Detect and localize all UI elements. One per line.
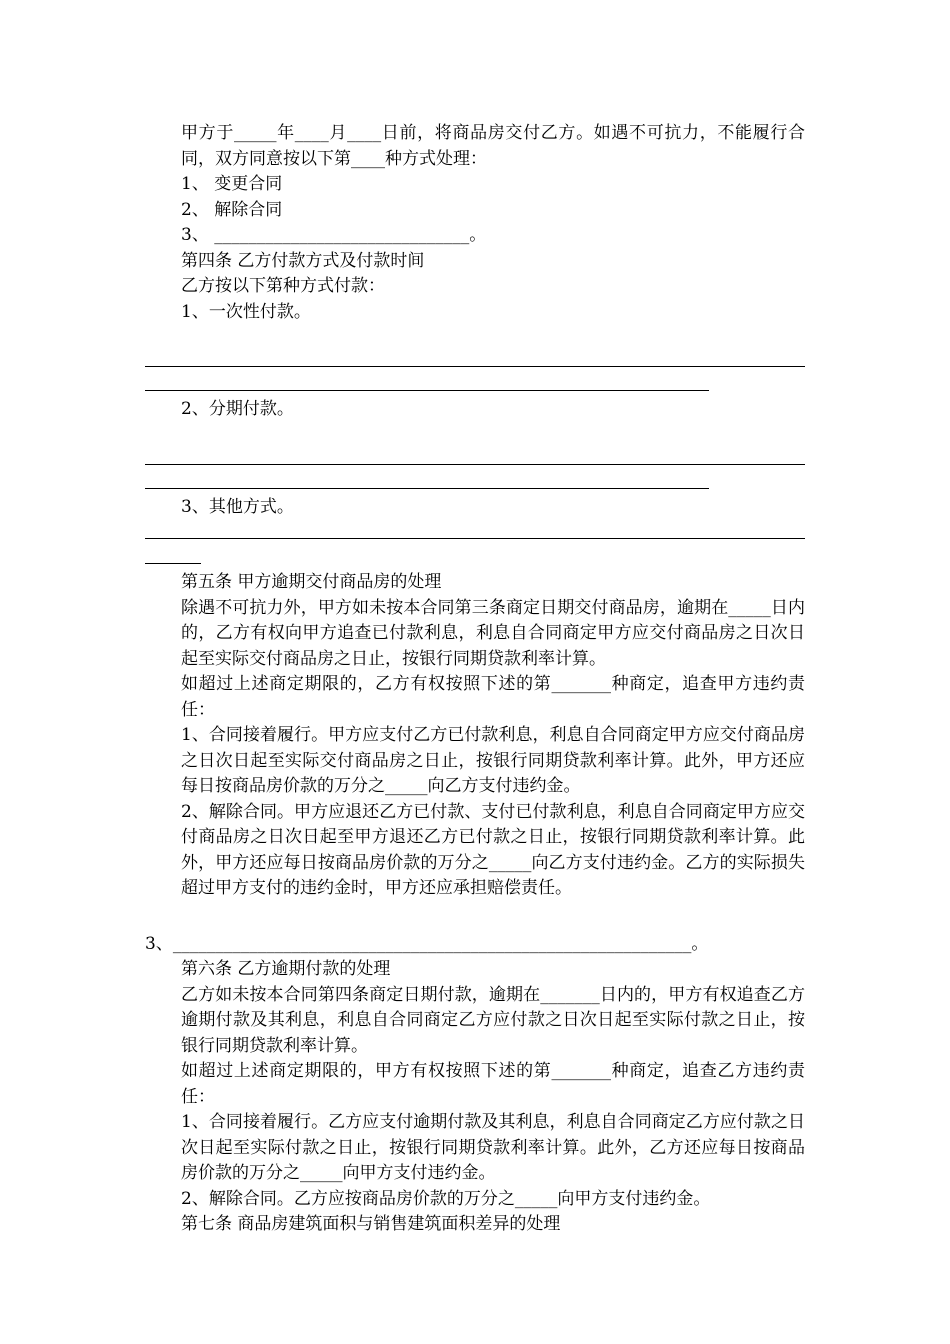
article-6-paragraph-1: 乙方如未按本合同第四条商定日期付款，逾期在_______日内的，甲方有权追查乙方逾期付款及其利息，利息自合同商定乙方应付款之日次日起至实际付款之日止，按银行同期贷款利率计算。 [181,984,805,1056]
article-6-option-2: 2、解除合同。乙方应按商品房价款的万分之_____向甲方支付违约金。 [181,1188,711,1209]
article-5-paragraph-2: 如超过上述商定期限的，乙方有权按照下述的第_______种商定，追查甲方违约责任： [181,674,805,720]
spacer [145,325,805,351]
fill-in-line [145,390,709,391]
option-terminate-contract: 2、 解除合同 [181,199,283,220]
spacer [145,902,805,926]
article-5-heading: 第五条 甲方逾期交付商品房的处理 [181,572,442,592]
article-5-option-2: 2、解除合同。甲方应退还乙方已付款、支付已付款利息，利息自合同商定甲方应交付商品房之日次日起至甲方退还乙方已付款之日止，按银行同期贷款利率计算。此外，甲方还应每日按商品房价款的万分之_____向乙方支付违约金。乙方的实际损失超过甲方支付的违约金时，甲方还应承担赔偿责任。 [181,801,805,898]
fill-in-line [145,488,709,489]
fill-in-line [145,464,805,465]
payment-method-intro: 乙方按以下第种方式付款： [181,276,385,296]
option-change-contract: 1、 变更合同 [181,174,283,194]
payment-installment: 2、分期付款。 [181,399,294,419]
article-4-heading: 第四条 乙方付款方式及付款时间 [181,250,425,271]
article-6-option-1: 1、合同接着履行。乙方应支付逾期付款及其利息，利息自合同商定乙方应付款之日次日起至实际付款之日止，按银行同期贷款利率计算。此外，乙方还应每日按商品房价款的万分之_____向甲方支付违约金。 [181,1112,805,1183]
delivery-clause: 甲方于_____年____月____日前，将商品房交付乙方。如遇不可抗力，不能履行合同，双方同意按以下第____种方式处理： [181,123,805,169]
document-page [145,121,805,1238]
option-other: 3、 ______________________________。 [181,225,487,245]
payment-other: 3、其他方式。 [181,496,294,517]
article-7-heading: 第七条 商品房建筑面积与销售建筑面积差异的处理 [181,1214,561,1234]
article-5-option-3: 3、_____________________________________________________________。 [145,933,709,954]
article-5-option-1: 1、合同接着履行。甲方应支付乙方已付款利息，利息自合同商定甲方应交付商品房之日次日起至实际交付商品房之日止，按银行同期贷款利率计算。此外，甲方还应每日按商品房价款的万分之_____向乙方支付违约金。 [181,725,805,796]
fill-in-line [145,563,201,564]
fill-in-line [145,366,805,367]
article-6-paragraph-2: 如超过上述商定期限的，甲方有权按照下述的第_______种商定，追查乙方违约责任： [181,1061,805,1107]
article-5-paragraph-1: 除遇不可抗力外，甲方如未按本合同第三条商定日期交付商品房，逾期在_____日内的，乙方有权向甲方追查已付款利息，利息自合同商定甲方应交付商品房之日次日起至实际交付商品房之日止，按银行同期贷款利率计算。 [181,597,805,669]
spacer [145,423,805,449]
fill-in-line [145,538,805,539]
article-6-heading: 第六条 乙方逾期付款的处理 [181,959,391,979]
payment-lump-sum: 1、一次性付款。 [181,301,311,322]
